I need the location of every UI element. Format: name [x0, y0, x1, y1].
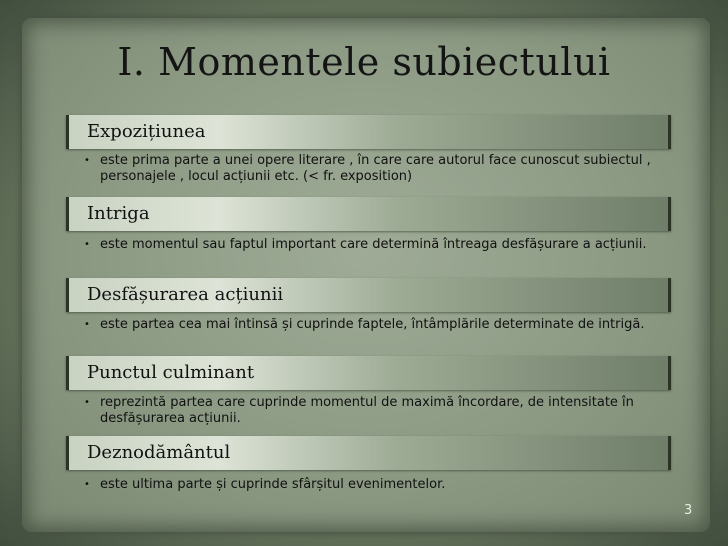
section-header-punctul-culminant	[66, 356, 671, 390]
bullet-text: este momentul sau faptul important care determină întreaga desfășurare a acțiunii.	[100, 237, 647, 252]
section-bullet-intriga	[84, 237, 664, 253]
bullet-icon: •	[84, 155, 90, 166]
bullet-text: este ultima parte și cuprinde sfârșitul evenimentelor.	[100, 477, 446, 492]
bullet-icon: •	[84, 239, 90, 250]
bullet-text: reprezintă partea care cuprinde momentul de maximă încordare, de intensitate în desfășurarea acțiunii.	[100, 395, 634, 426]
bullet-icon: •	[84, 397, 90, 408]
section-bullet-deznodamantul	[84, 477, 664, 493]
slide-title: I. Momentele subiectului	[117, 40, 611, 84]
bullet-icon: •	[84, 479, 90, 490]
section-bullet-expozitiunea	[84, 153, 664, 185]
section-heading: Punctul culminant	[87, 362, 255, 383]
section-bullet-punctul-culminant	[84, 395, 664, 427]
section-heading: Intriga	[87, 203, 150, 224]
section-heading: Deznodământul	[87, 442, 231, 463]
section-header-intriga	[66, 197, 671, 231]
page-number: 3	[684, 503, 693, 518]
section-header-deznodamantul	[66, 436, 671, 470]
bullet-text: este prima parte a unei opere literare , în care care autorul face cunoscut subiectul , personajele , locul acțiunii etc. (< fr. exposition)	[100, 153, 651, 184]
section-heading: Expozițiunea	[87, 121, 206, 142]
section-header-expozitiunea	[66, 115, 671, 149]
section-bullet-desfasurarea	[84, 317, 664, 333]
bullet-text: este partea cea mai întinsă și cuprinde faptele, întâmplările determinate de intrigă.	[100, 317, 645, 332]
section-heading: Desfășurarea acțiunii	[87, 284, 284, 305]
section-header-desfasurarea	[66, 278, 671, 312]
bullet-icon: •	[84, 319, 90, 330]
